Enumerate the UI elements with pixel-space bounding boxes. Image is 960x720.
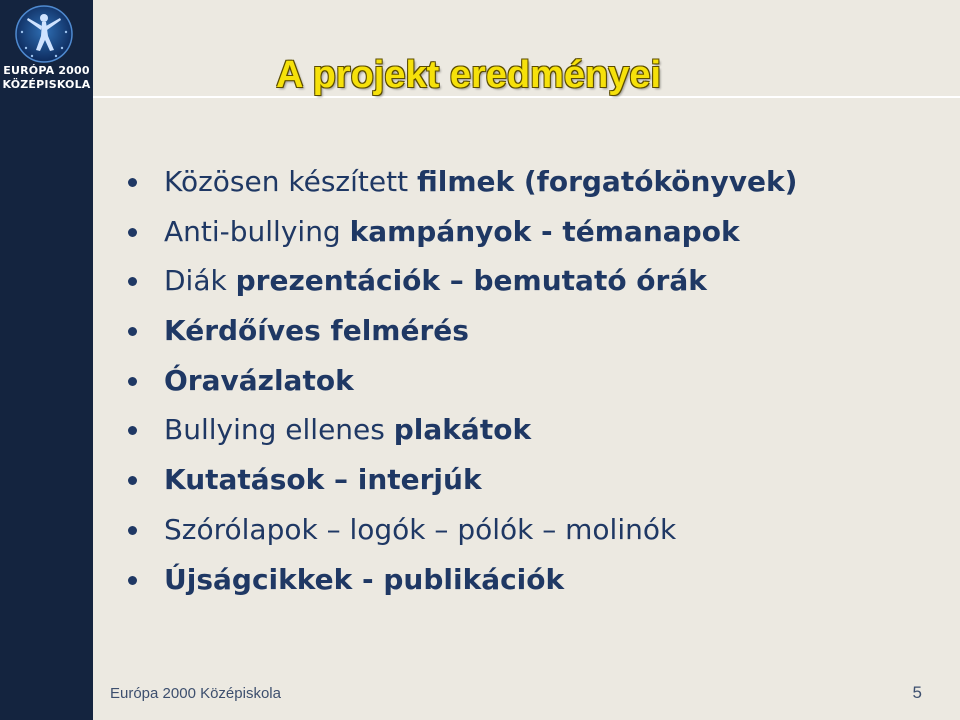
bullet-text-run: Újságcikkek - publikációk (164, 562, 565, 596)
bullet-item (122, 408, 942, 458)
bullet-text-run: Szórólapok – logók – pólók – molinók (164, 512, 677, 546)
bullet-text-run: plakátok (393, 413, 532, 447)
bullet-text-run: prezentációk – bemutató órák (235, 264, 707, 298)
bullet-text (164, 458, 482, 502)
bullet-text-run: filmek (forgatókönyvek) (416, 165, 798, 198)
bullet-text-run: Kérdőíves felmérés (164, 314, 469, 348)
bullet-item (122, 508, 942, 558)
bullet-list (122, 160, 942, 607)
logo-text-line2: KÖZÉPISKOLA (2, 78, 91, 91)
bullet-item (122, 309, 942, 359)
bullet-dot-icon (128, 327, 137, 336)
bullet-dot-icon (128, 377, 137, 386)
bullet-text-run: Kutatások – interjúk (164, 463, 482, 497)
bullet-text-run: Közösen készített (164, 165, 417, 198)
bullet-text-run: Óravázlatok (164, 363, 354, 397)
footer-organization: Európa 2000 Középiskola (110, 685, 281, 702)
bullet-text (164, 359, 354, 403)
bullet-item (122, 558, 942, 608)
bullet-text (164, 558, 564, 602)
bullet-text (164, 259, 707, 303)
bullet-text (164, 408, 531, 452)
bullet-dot-icon (128, 228, 137, 237)
bullet-item (122, 458, 942, 508)
left-sidebar (0, 0, 93, 720)
bullet-text-run: Diák (164, 264, 236, 298)
bullet-dot-icon (128, 277, 137, 286)
bullet-item (122, 160, 942, 210)
slide-title: A projekt eredményei (276, 54, 662, 96)
bullet-item (122, 210, 942, 260)
bullet-dot-icon (128, 178, 137, 187)
bullet-text-run: Anti-bullying (164, 214, 350, 248)
bullet-text (164, 160, 797, 204)
bullet-text-run: Bullying ellenes (164, 413, 394, 447)
globe-figure-icon (12, 4, 76, 68)
bullet-dot-icon (128, 426, 137, 435)
logo-text-line1: EURÓPA 2000 (3, 64, 90, 77)
bullet-dot-icon (128, 576, 137, 585)
bullet-item (122, 359, 942, 409)
bullet-dot-icon (128, 476, 137, 485)
bullet-text (164, 309, 469, 353)
bullet-item (122, 259, 942, 309)
bullet-text-run: kampányok - témanapok (349, 214, 740, 248)
page-number: 5 (912, 683, 922, 702)
bullet-text (164, 210, 740, 254)
school-logo (0, 0, 93, 96)
bullet-text (164, 508, 676, 552)
bullet-dot-icon (128, 526, 137, 535)
